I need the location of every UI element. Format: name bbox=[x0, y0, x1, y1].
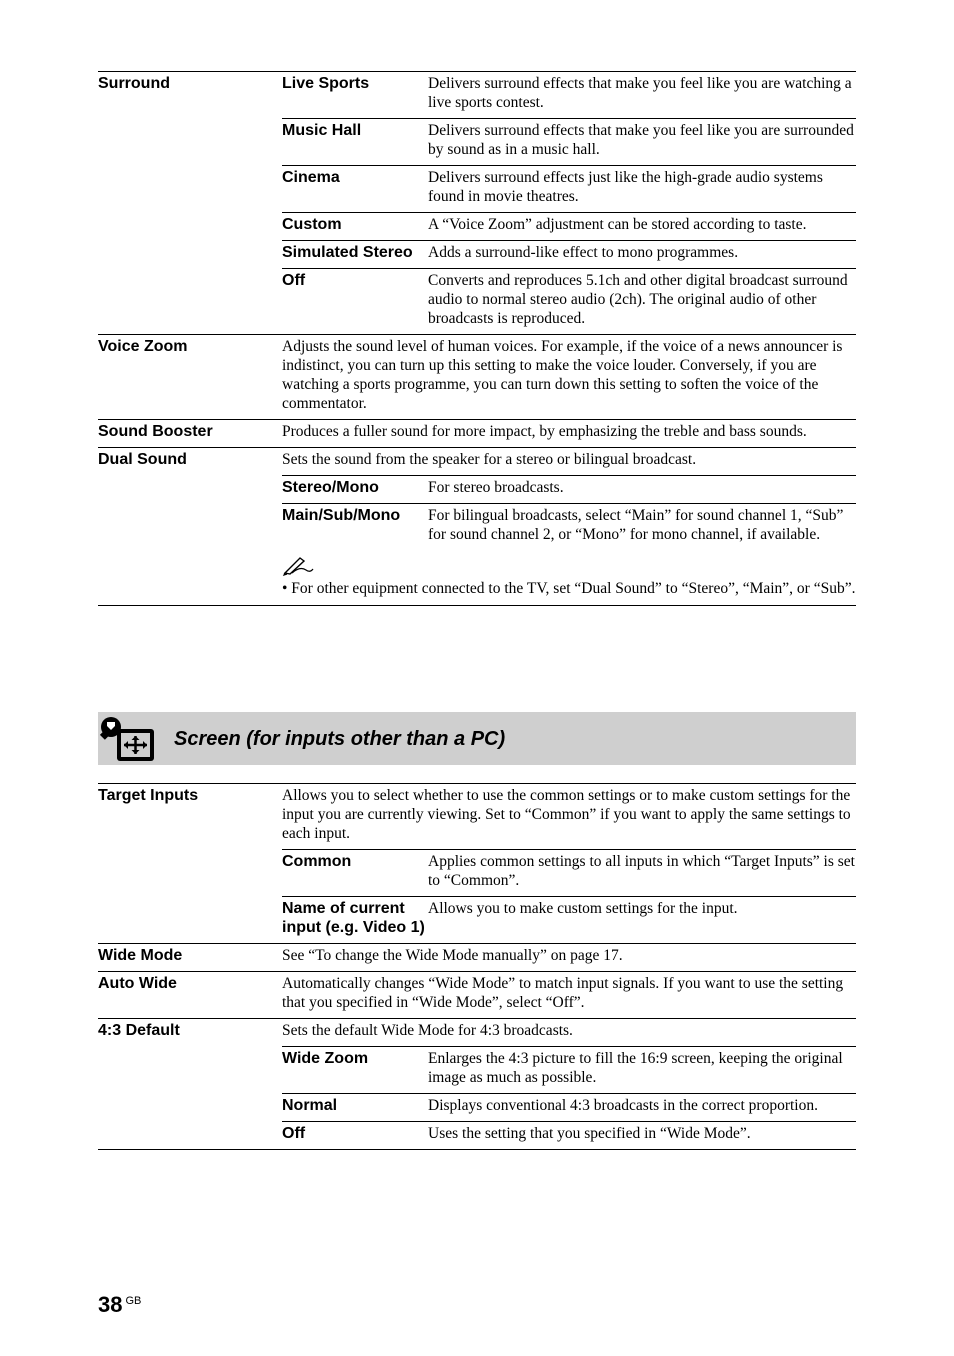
target-inputs-text: Allows you to select whether to use the common settings or to make custom settings for the input you are currently viewing. Set to “Common” if you want to apply the same settings to each input. bbox=[282, 787, 851, 842]
option-label: Stereo/Mono bbox=[282, 479, 379, 496]
screen-settings-table bbox=[98, 783, 856, 1150]
sound-booster-text: Produces a fuller sound for more impact, by emphasizing the treble and bass sounds. bbox=[282, 423, 807, 440]
pencil-note-icon bbox=[282, 554, 314, 576]
target-inputs-label: Target Inputs bbox=[98, 787, 199, 804]
option-label: Wide Zoom bbox=[282, 1050, 369, 1067]
sound-booster-label: Sound Booster bbox=[98, 423, 213, 440]
dual-sound-label: Dual Sound bbox=[98, 451, 187, 468]
sound-settings-table bbox=[98, 71, 856, 606]
note-text: • For other equipment connected to the TV, set “Dual Sound” to “Stereo”, “Main”, or “Sub”. bbox=[282, 580, 856, 597]
option-label: Name of current input (e.g. Video 1) bbox=[282, 900, 425, 936]
option-text: Delivers surround effects that make you feel like you are surrounded by sound as in a music hall. bbox=[428, 122, 854, 158]
option-row bbox=[282, 118, 856, 165]
note-block bbox=[282, 550, 856, 605]
option-label: Off bbox=[282, 272, 306, 289]
option-text: Displays conventional 4:3 broadcasts in the correct proportion. bbox=[428, 1097, 818, 1114]
option-text: For stereo broadcasts. bbox=[428, 479, 564, 496]
wide-mode-row bbox=[98, 943, 856, 971]
option-label: Live Sports bbox=[282, 75, 370, 92]
default-43-row bbox=[98, 1018, 856, 1150]
option-label: Music Hall bbox=[282, 122, 362, 139]
wrench-screen-icon bbox=[98, 717, 158, 765]
option-row bbox=[282, 1093, 856, 1121]
option-label: Normal bbox=[282, 1097, 338, 1114]
option-row bbox=[282, 1121, 856, 1149]
option-label: Off bbox=[282, 1125, 306, 1142]
option-text: Applies common settings to all inputs in which “Target Inputs” is set to “Common”. bbox=[428, 853, 855, 889]
option-row bbox=[282, 1046, 856, 1093]
option-text: Converts and reproduces 5.1ch and other digital broadcast surround audio to normal stereo audio (2ch). The original audio of other broadcasts is reproduced. bbox=[428, 272, 848, 327]
dual-sound-row bbox=[98, 447, 856, 606]
voice-zoom-label: Voice Zoom bbox=[98, 338, 188, 355]
option-row bbox=[282, 849, 856, 896]
surround-label: Surround bbox=[98, 75, 170, 92]
option-row bbox=[282, 475, 856, 503]
auto-wide-label: Auto Wide bbox=[98, 975, 177, 992]
voice-zoom-text: Adjusts the sound level of human voices. For example, if the voice of a news announcer is indistinct, you can turn up this setting to make the voice louder. Conversely, if you are watching a sports programme, you can turn down this setting to soften the voice of the commentator. bbox=[282, 338, 843, 412]
option-text: A “Voice Zoom” adjustment can be stored according to taste. bbox=[428, 216, 807, 233]
sound-booster-row bbox=[98, 419, 856, 447]
section-title: Screen (for inputs other than a PC) bbox=[174, 728, 506, 750]
option-text: Uses the setting that you specified in “Wide Mode”. bbox=[428, 1125, 751, 1142]
option-text: Enlarges the 4:3 picture to fill the 16:9 screen, keeping the original image as much as possible. bbox=[428, 1050, 843, 1086]
option-text: Adds a surround-like effect to mono programmes. bbox=[428, 244, 739, 261]
option-label: Main/Sub/Mono bbox=[282, 507, 401, 524]
wide-mode-label: Wide Mode bbox=[98, 947, 183, 964]
dual-sound-text: Sets the sound from the speaker for a stereo or bilingual broadcast. bbox=[282, 451, 697, 468]
option-text: Delivers surround effects just like the high-grade audio systems found in movie theatres. bbox=[428, 169, 823, 205]
option-row bbox=[282, 212, 856, 240]
surround-row bbox=[98, 71, 856, 334]
default-43-text: Sets the default Wide Mode for 4:3 broadcasts. bbox=[282, 1022, 573, 1039]
option-label: Custom bbox=[282, 216, 342, 233]
region-code: GB bbox=[125, 1294, 142, 1307]
option-row bbox=[282, 72, 856, 118]
target-inputs-row bbox=[98, 783, 856, 943]
option-text: Delivers surround effects that make you feel like you are watching a live sports contest. bbox=[428, 75, 852, 111]
option-row bbox=[282, 165, 856, 212]
auto-wide-text: Automatically changes “Wide Mode” to match input signals. If you want to use the setting that you specified in “Wide Mode”, select “Off”. bbox=[282, 975, 844, 1011]
wide-mode-text: See “To change the Wide Mode manually” on page 17. bbox=[282, 947, 623, 964]
default-43-label: 4:3 Default bbox=[98, 1022, 180, 1039]
auto-wide-row bbox=[98, 971, 856, 1018]
option-row bbox=[282, 896, 856, 943]
section-banner bbox=[98, 712, 856, 765]
option-label: Common bbox=[282, 853, 352, 870]
option-row bbox=[282, 240, 856, 268]
option-text: For bilingual broadcasts, select “Main” for sound channel 1, “Sub” for sound channel 2, or “Mono” for mono channel, if available. bbox=[428, 507, 844, 543]
page-number-value: 38 bbox=[98, 1292, 123, 1317]
option-label: Cinema bbox=[282, 169, 340, 186]
page-number bbox=[98, 1292, 141, 1318]
option-label: Simulated Stereo bbox=[282, 244, 413, 261]
option-text: Allows you to make custom settings for the input. bbox=[428, 900, 738, 917]
option-row bbox=[282, 503, 856, 550]
option-row bbox=[282, 268, 856, 334]
voice-zoom-row bbox=[98, 334, 856, 419]
